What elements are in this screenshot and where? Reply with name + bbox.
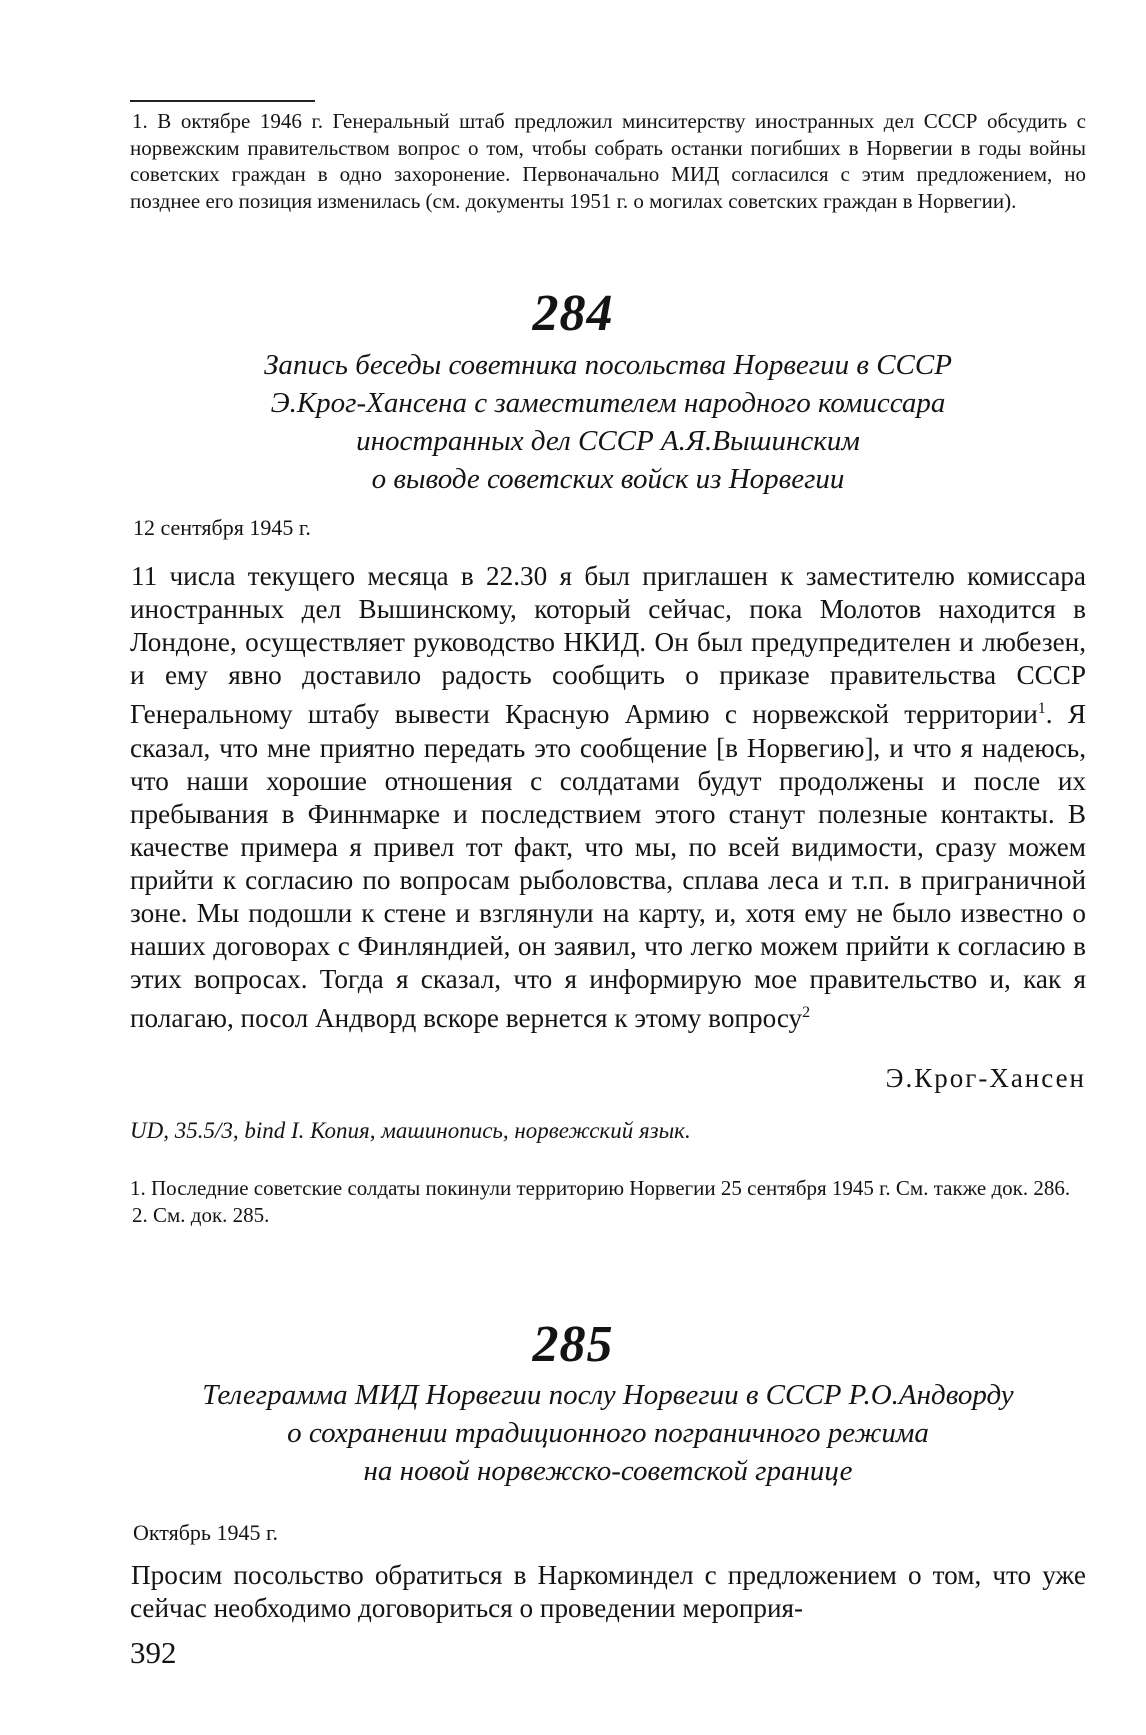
footnote-marker-1: 1 [1037, 700, 1046, 718]
signature: Э.Крог-Хансен [885, 1063, 1086, 1093]
title-line: Телеграмма МИД Норвегии послу Норвегии в СССР Р.О.Андворду [202, 1379, 1014, 1411]
title-line: Э.Крог-Хансена с заместителем народного комиссара [270, 387, 946, 419]
document-number-284: 284 [532, 285, 614, 342]
body-text: 11 числа текущего месяца в 22.30 я был приглашен к заместителю комиссара иностранных дел Вышинскому, который сейчас, пока Молотов находится в Лондоне, осуществляет руководство НКИД. Он был предупредителен и любезен, и ему явно доставило радость сообщить о приказе правительства СССР Генеральному штабу вывести Красную Армию с норвежской территории [130, 561, 1086, 730]
title-line: иностранных дел СССР А.Я.Вышинским [356, 425, 860, 457]
document-number-285: 285 [532, 1316, 614, 1373]
document-date-285: Октябрь 1945 г. [133, 1520, 278, 1545]
footnotes-284 [130, 1175, 1086, 1228]
footnote: 1. Последние советские солдаты покинули территорию Норвегии 25 сентября 1945 г. См. также док. 286. [130, 1176, 1071, 1200]
footnote-marker-2: 2 [802, 1004, 811, 1022]
page-number: 392 [130, 1635, 177, 1670]
body-text: . Я сказал, что мне приятно передать это сообщение [в Норвегию], и что я надеюсь, что наши хорошие отношения с солдатами будут продолжены и после их пребывания в Финнмарке и последствием этого станут полезные контакты. В качестве примера я привел тот факт, что мы, по всей видимости, сразу можем прийти к согласию по вопросам рыболовства, сплава леса и т.п. в приграничной зоне. Мы подошли к стене и взглянули на карту, и, хотя ему не было известно о наших договорах с Финляндией, он заявил, что легко можем прийти к согласию в этих вопросах. Тогда я сказал, что я информирую мое правительство и, как я полагаю, посол Андворд вскоре вернется к этому вопросу [130, 699, 1086, 1034]
title-line: о выводе советских войск из Норвегии [371, 463, 845, 495]
document-title-284 [130, 346, 1086, 498]
document-body-285: Просим посольство обратиться в Наркоминдел с предложением о том, что уже сейчас необходимо договориться о проведении мероприя- [130, 1560, 1086, 1624]
document-title-285 [130, 1376, 1086, 1490]
previous-document-footnote: 1. В октябре 1946 г. Генеральный штаб предложил минситерству иностранных дел СССР обсудить с норвежским правительством вопрос о том, чтобы собрать останки погибших в Норвегии в годы войны советских граждан в одно захоронение. Первоначально МИД согласился с этим предложением, но позднее его позиция изменилась (см. документы 1951 г. о могилах советских граждан в Норвегии). [130, 109, 1086, 213]
title-line: на новой норвежско-советской границе [363, 1455, 853, 1487]
archive-source: UD, 35.5/3, bind I. Копия, машинопись, норвежский язык. [130, 1118, 691, 1143]
title-line: о сохранении традиционного пограничного режима [287, 1417, 929, 1449]
title-line: Запись беседы советника посольства Норвегии в СССР [264, 349, 952, 381]
document-date-284: 12 сентября 1945 г. [133, 515, 311, 540]
document-body-284 [130, 560, 1086, 1035]
footnote-separator [130, 100, 315, 102]
footnote: 2. См. док. 285. [132, 1202, 270, 1227]
